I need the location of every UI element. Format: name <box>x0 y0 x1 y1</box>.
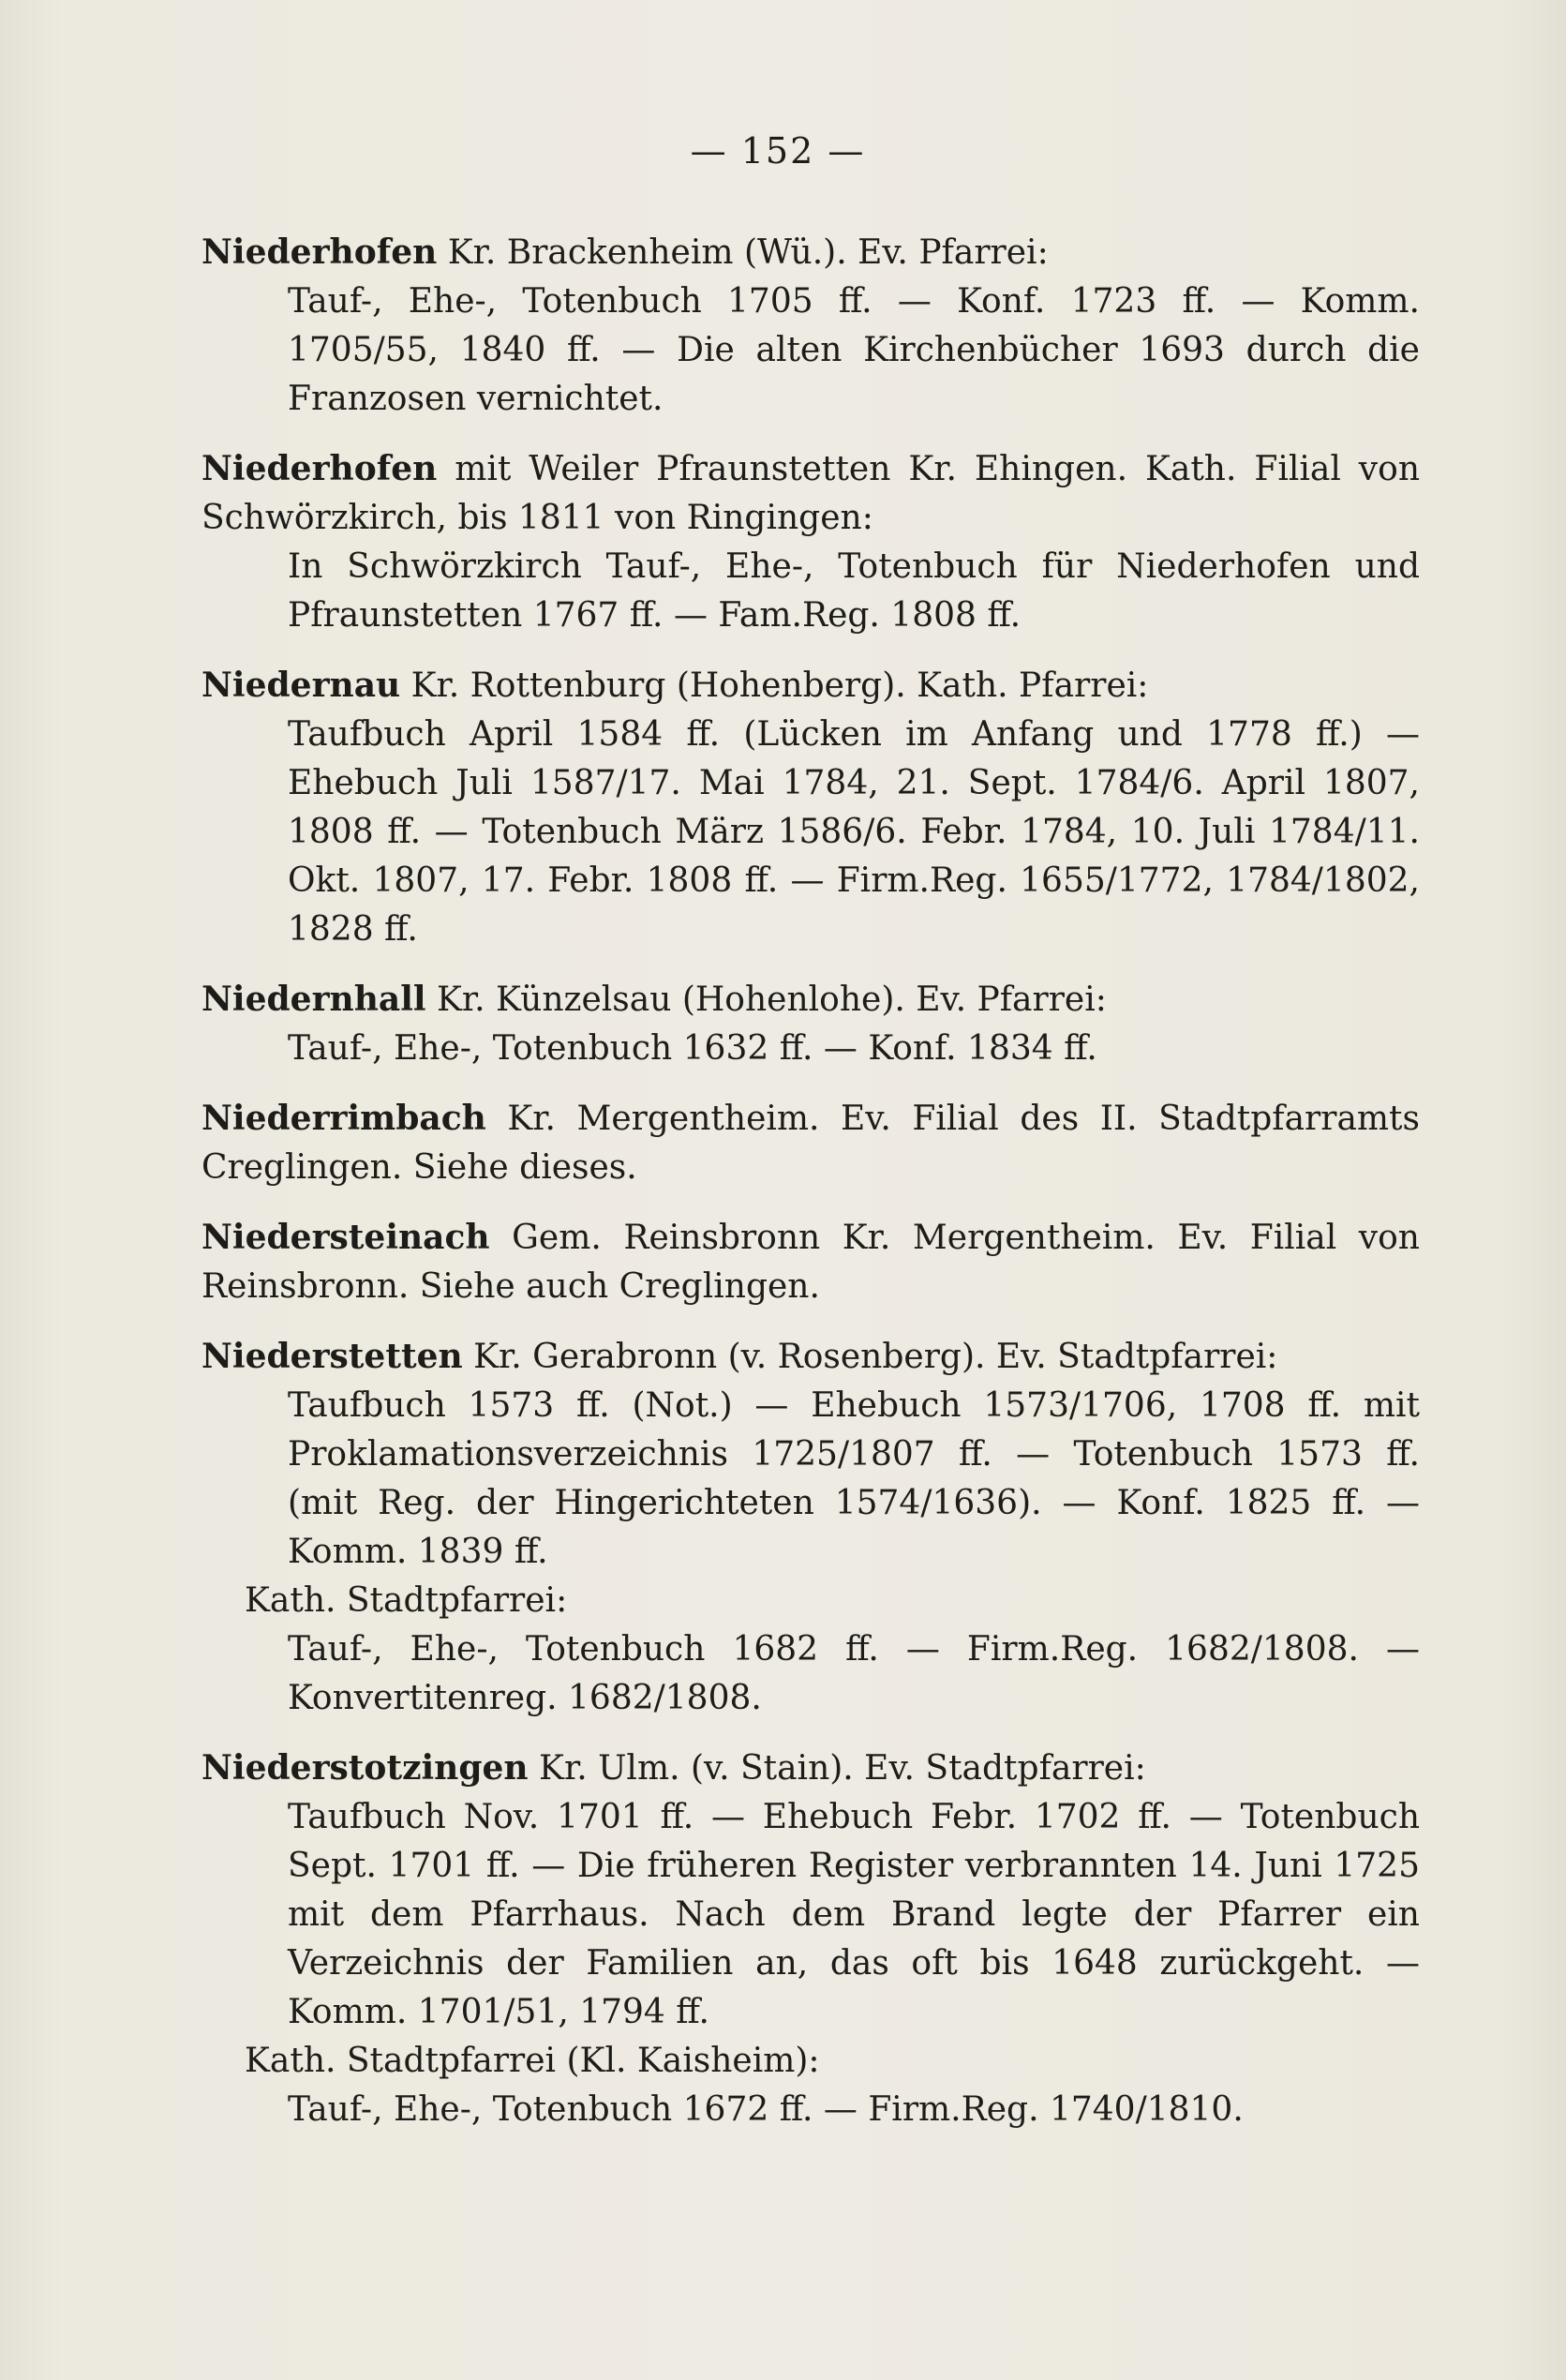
entry-place: Niederhofen <box>201 449 438 488</box>
page-number: — 152 — <box>690 130 866 172</box>
entry <box>201 661 1420 954</box>
entry-kath-head: Kath. Stadtpfarrei: <box>245 1581 568 1620</box>
entry <box>201 1094 1420 1192</box>
entry-place: Niederstotzingen <box>201 1748 529 1788</box>
entry-place: Niederstetten <box>201 1337 463 1376</box>
entry-place: Niederhofen <box>201 232 438 272</box>
entry-body: Taufbuch April 1584 ff. (Lücken im Anfang und 1778 ff.) — Ehebuch Juli 1587/17. Mai 1784, 21. Sept. 1784/6. April 1807, 1808 ff. — Totenbuch März 1586/6. Febr. 1784, 10. Juli 1784/11. Okt. 1807, 17. Febr. 1808 ff. — Firm.Reg. 1655/1772, 1784/1802, 1828 ff. <box>288 715 1420 949</box>
entry-body: Taufbuch 1573 ff. (Not.) — Ehebuch 1573/1706, 1708 ff. mit Proklamationsverzeichnis 1725/1807 ff. — Totenbuch 1573 ff. (mit Reg. der Hingerichteten 1574/1636). — Konf. 1825 ff. — Komm. 1839 ff. <box>288 1386 1420 1571</box>
entry <box>201 1332 1420 1723</box>
entry-body: Tauf-, Ehe-, Totenbuch 1632 ff. — Konf. 1834 ff. <box>288 1029 1097 1068</box>
entry-head: Kr. Ulm. (v. Stain). Ev. Stadtpfarrei: <box>528 1749 1146 1788</box>
entry-head: Kr. Mergentheim. Ev. Filial des II. Stadtpfarramts Creglingen. Siehe dieses. <box>201 1100 1420 1187</box>
entry-head: Kr. Rottenburg (Hohenberg). Kath. Pfarrei: <box>400 666 1149 705</box>
page-text <box>201 127 1420 2155</box>
entry-place: Niedersteinach <box>201 1218 490 1257</box>
entry <box>201 228 1420 424</box>
entry-head: Kr. Künzelsau (Hohenlohe). Ev. Pfarrei: <box>425 980 1107 1019</box>
entry-head: Kr. Brackenheim (Wü.). Ev. Pfarrei: <box>437 233 1049 272</box>
entry-head: Gem. Reinsbronn Kr. Mergentheim. Ev. Filial von Reinsbronn. Siehe auch Creglingen. <box>201 1219 1420 1306</box>
entry <box>201 1744 1420 2134</box>
entry-kath-body: Tauf-, Ehe-, Totenbuch 1682 ff. — Firm.Reg. 1682/1808. — Konvertitenreg. 1682/1808. <box>288 1630 1420 1717</box>
entry-place: Niedernau <box>201 666 401 705</box>
entry-kath-head: Kath. Stadtpfarrei (Kl. Kaisheim): <box>245 2042 820 2080</box>
entry-head: mit Weiler Pfraunstetten Kr. Ehingen. Kath. Filial von Schwörzkirch, bis 1811 von Ringingen: <box>201 450 1420 537</box>
entry-place: Niederrimbach <box>201 1099 486 1138</box>
entry-body: Tauf-, Ehe-, Totenbuch 1705 ff. — Konf. 1723 ff. — Komm. 1705/55, 1840 ff. — Die alten Kirchenbücher 1693 durch die Franzosen vernichtet. <box>288 282 1420 418</box>
entry-body: In Schwörzkirch Tauf-, Ehe-, Totenbuch für Niederhofen und Pfraunstetten 1767 ff. — Fam.Reg. 1808 ff. <box>288 547 1420 635</box>
entry <box>201 975 1420 1073</box>
entry-body: Taufbuch Nov. 1701 ff. — Ehebuch Febr. 1702 ff. — Totenbuch Sept. 1701 ff. — Die früheren Register verbrannten 14. Juni 1725 mit dem Pfarrhaus. Nach dem Brand legte der Pfarrer ein Verzeichnis der Familien an, das oft bis 1648 zurückgeht. — Komm. 1701/51, 1794 ff. <box>288 1798 1420 2031</box>
entry <box>201 1213 1420 1311</box>
entry-kath-body: Tauf-, Ehe-, Totenbuch 1672 ff. — Firm.Reg. 1740/1810. <box>288 2090 1244 2129</box>
entry-head: Kr. Gerabronn (v. Rosenberg). Ev. Stadtpfarrei: <box>462 1338 1278 1376</box>
entry <box>201 444 1420 640</box>
entry-place: Niedernhall <box>201 980 426 1019</box>
